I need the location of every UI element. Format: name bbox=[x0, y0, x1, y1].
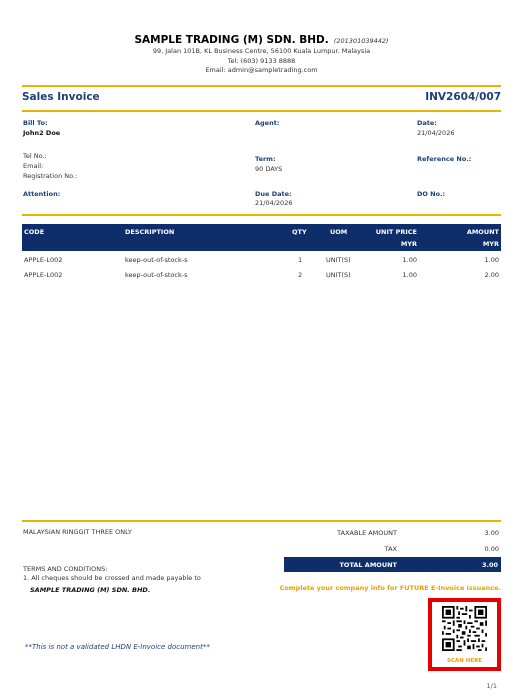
company-address: 99, Jalan 101B, KL Business Centre, 56100 Kuala Lumpur. Malaysia bbox=[152, 47, 371, 55]
lhdn-disclaimer: **This is not a validated LHDN E-Invoice document** bbox=[25, 643, 210, 651]
terms-payee: SAMPLE TRADING (M) SDN. BHD. bbox=[30, 586, 151, 594]
company-tel: Tel: (603) 9133 8888 bbox=[227, 56, 296, 65]
email-label: Email: bbox=[23, 162, 44, 170]
table-row bbox=[22, 271, 501, 283]
row-code: APPLE-L002 bbox=[24, 271, 63, 279]
taxable-amount-label: TAXABLE AMOUNT bbox=[337, 529, 397, 537]
items-table-header bbox=[22, 224, 501, 251]
taxable-amount-value: 3.00 bbox=[484, 529, 499, 537]
date-label: Date: bbox=[417, 119, 437, 127]
tax-label: TAX bbox=[384, 545, 397, 553]
row-description: keep-out-of-stock-s bbox=[125, 256, 188, 264]
header-amount: AMOUNT bbox=[466, 228, 499, 236]
row-unit-price: 1.00 bbox=[402, 256, 417, 264]
bill-to-name: John2 Doe bbox=[23, 129, 61, 137]
term-label: Term: bbox=[255, 155, 276, 163]
tel-label: Tel No.: bbox=[23, 152, 47, 160]
document-title: Sales Invoice bbox=[22, 91, 100, 103]
tax-value: 0.00 bbox=[484, 545, 499, 553]
row-amount: 2.00 bbox=[484, 271, 499, 279]
row-qty: 1 bbox=[298, 256, 303, 264]
row-uom: UNIT(S) bbox=[326, 256, 351, 264]
header-amount-currency: MYR bbox=[482, 240, 499, 248]
date-value: 21/04/2026 bbox=[417, 129, 455, 137]
total-amount-value: 3.00 bbox=[481, 561, 498, 569]
qr-caption: SCAN HERE bbox=[446, 658, 483, 664]
company-name: SAMPLE TRADING (M) SDN. BHD. bbox=[134, 34, 329, 46]
attention-label: Attention: bbox=[23, 190, 61, 198]
total-amount-bar bbox=[284, 557, 501, 572]
future-einvoice-note: Complete your company info for FUTURE E-Invoice issuance. bbox=[279, 584, 501, 592]
company-email: Email: admin@sampletrading.com bbox=[205, 66, 318, 74]
header-code: CODE bbox=[24, 228, 45, 236]
row-amount: 1.00 bbox=[484, 256, 499, 264]
due-date-label: Due Date: bbox=[255, 190, 292, 198]
row-unit-price: 1.00 bbox=[402, 271, 417, 279]
footer-divider bbox=[22, 520, 501, 522]
document-title-row bbox=[22, 91, 501, 103]
page-number: 1/1 bbox=[486, 682, 497, 690]
header-qty: QTY bbox=[292, 228, 307, 236]
billing-divider bbox=[22, 214, 501, 216]
document-number: INV2604/007 bbox=[425, 91, 501, 103]
company-header bbox=[0, 28, 523, 76]
qr-scan-box[interactable] bbox=[428, 598, 501, 671]
title-divider bbox=[22, 110, 501, 112]
company-reg-no: (201301039442) bbox=[333, 37, 389, 45]
header-uom: UOM bbox=[330, 228, 348, 236]
agent-label: Agent: bbox=[255, 119, 280, 127]
reference-label: Reference No.: bbox=[417, 155, 472, 163]
header-unit-price-currency: MYR bbox=[400, 240, 417, 248]
row-code: APPLE-L002 bbox=[24, 256, 63, 264]
row-qty: 2 bbox=[298, 271, 303, 279]
do-label: DO No.: bbox=[417, 190, 446, 198]
total-amount-label: TOTAL AMOUNT bbox=[339, 561, 397, 569]
terms-line-1: 1. All cheques should be crossed and made payable to bbox=[23, 574, 201, 582]
row-uom: UNIT(S) bbox=[326, 271, 351, 279]
header-description: DESCRIPTION bbox=[125, 228, 175, 236]
registration-label: Registration No.: bbox=[23, 172, 78, 180]
bill-to-label: Bill To: bbox=[23, 119, 48, 127]
row-description: keep-out-of-stock-s bbox=[125, 271, 188, 279]
table-row bbox=[22, 256, 501, 268]
amount-in-words: MALAYSIAN RINGGIT THREE ONLY bbox=[23, 528, 132, 536]
header-divider bbox=[22, 85, 501, 87]
terms-heading: TERMS AND CONDITIONS: bbox=[23, 565, 108, 573]
header-unit-price: UNIT PRICE bbox=[375, 228, 417, 236]
qr-code-icon bbox=[442, 606, 487, 651]
due-date-value: 21/04/2026 bbox=[255, 199, 293, 207]
term-value: 90 DAYS bbox=[255, 165, 283, 173]
